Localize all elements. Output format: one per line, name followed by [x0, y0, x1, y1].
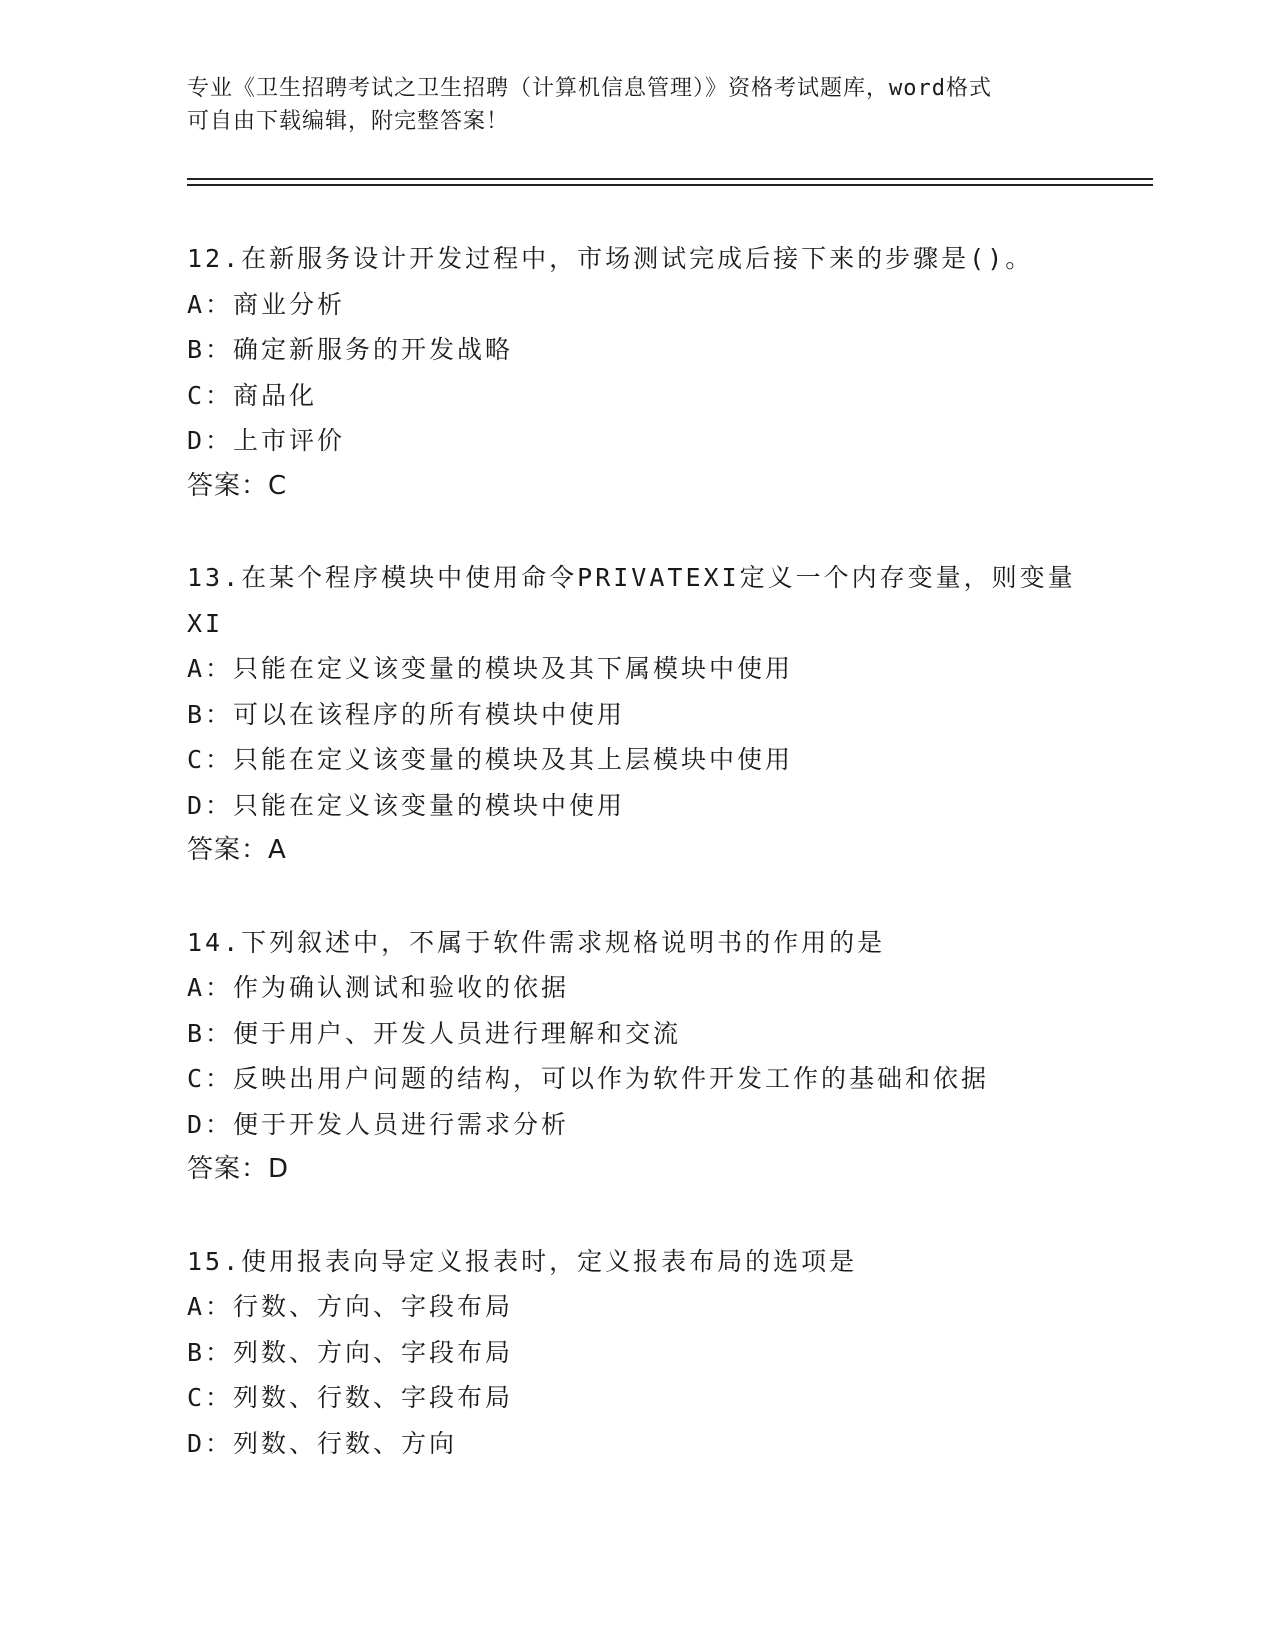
option-c: C：只能在定义该变量的模块及其上层模块中使用 — [187, 745, 794, 774]
document-header — [187, 72, 1087, 138]
answer-label: 答案：A — [187, 835, 287, 865]
option-d: D：便于开发人员进行需求分析 — [187, 1109, 570, 1139]
question-text: 14.下列叙述中，不属于软件需求规格说明书的作用的是 — [187, 927, 886, 957]
option-c: C：反映出用户问题的结构，可以作为软件开发工作的基础和依据 — [187, 1064, 990, 1093]
question-12 — [187, 236, 1107, 509]
option-a: A：商业分析 — [187, 289, 346, 319]
header-line-2: 可自由下载编辑，附完整答案！ — [187, 109, 510, 134]
question-text: 12.在新服务设计开发过程中，市场测试完成后接下来的步骤是()。 — [187, 244, 1034, 273]
question-list — [187, 236, 1107, 1512]
option-d: D：列数、行数、方向 — [187, 1428, 458, 1458]
answer-label: 答案：D — [187, 1154, 290, 1184]
option-a: A：行数、方向、字段布局 — [187, 1292, 514, 1321]
header-rule-bottom — [187, 184, 1153, 186]
question-15 — [187, 1239, 1107, 1467]
option-d: D：上市评价 — [187, 426, 346, 455]
option-b: B：列数、方向、字段布局 — [187, 1337, 514, 1367]
question-text-continued: XI — [187, 608, 224, 638]
question-text: 13.在某个程序模块中使用命令PRIVATEXI定义一个内存变量，则变量 — [187, 563, 1076, 592]
question-14 — [187, 920, 1107, 1193]
header-rule-top — [187, 178, 1153, 180]
question-13 — [187, 555, 1107, 874]
option-a: A：只能在定义该变量的模块及其下属模块中使用 — [187, 654, 794, 683]
option-a: A：作为确认测试和验收的依据 — [187, 973, 570, 1002]
option-b: B：可以在该程序的所有模块中使用 — [187, 699, 626, 729]
option-b: B：确定新服务的开发战略 — [187, 335, 514, 364]
option-d: D：只能在定义该变量的模块中使用 — [187, 790, 626, 820]
question-text: 15.使用报表向导定义报表时，定义报表布局的选项是 — [187, 1246, 858, 1276]
header-line-1: 专业《卫生招聘考试之卫生招聘（计算机信息管理）》资格考试题库，word格式 — [187, 76, 992, 101]
answer-label: 答案：C — [187, 470, 288, 501]
option-c: C：列数、行数、字段布局 — [187, 1383, 514, 1412]
option-c: C：商品化 — [187, 380, 318, 410]
option-b: B：便于用户、开发人员进行理解和交流 — [187, 1018, 682, 1048]
